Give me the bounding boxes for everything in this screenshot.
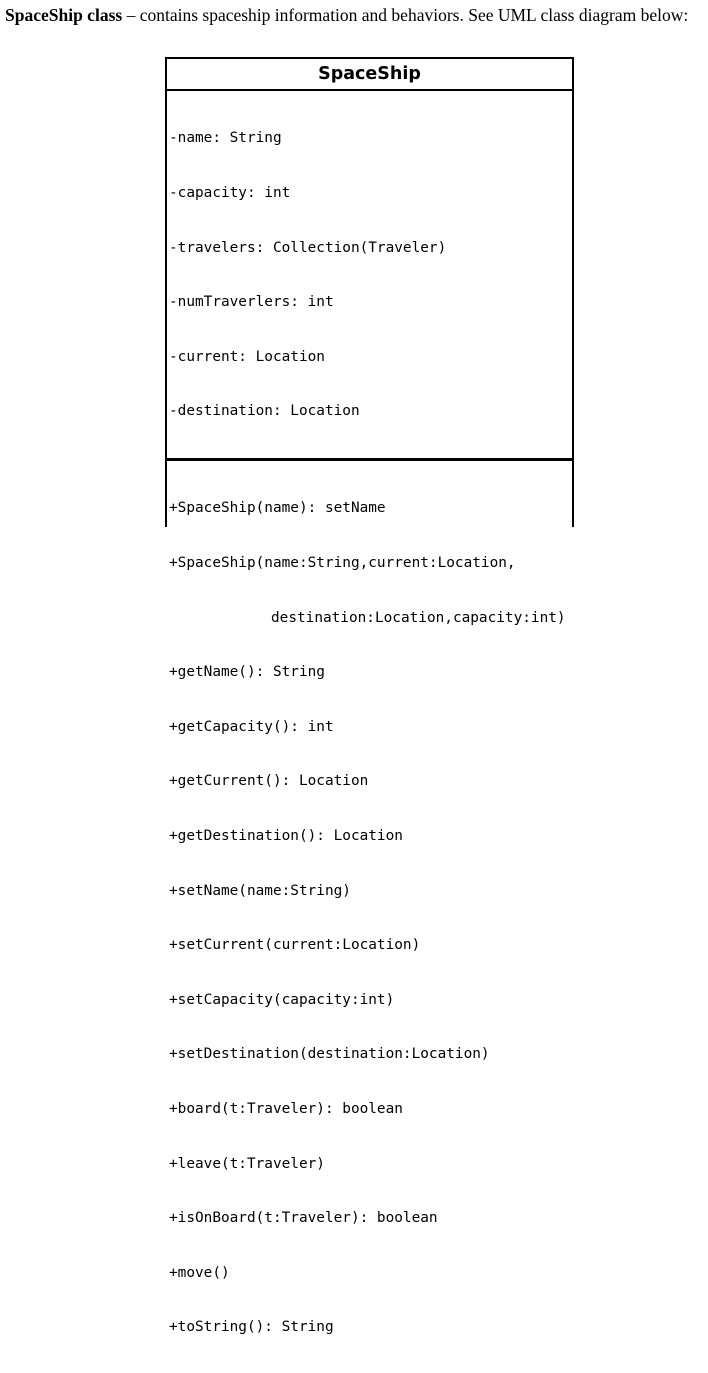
uml-attributes-section bbox=[167, 91, 572, 461]
uml-operation: +toString(): String bbox=[169, 1319, 334, 1336]
uml-operation: +getCapacity(): int bbox=[169, 718, 334, 735]
uml-operation: +setCurrent(current:Location) bbox=[169, 937, 421, 954]
uml-class-box bbox=[165, 57, 574, 1336]
intro-lead: SpaceShip class bbox=[5, 5, 123, 25]
uml-operations-section bbox=[167, 461, 572, 1373]
uml-operation: +SpaceShip(name:String,current:Location, bbox=[169, 554, 516, 571]
uml-attribute: -capacity: int bbox=[169, 185, 291, 201]
uml-operation: +setCapacity(capacity:int) bbox=[169, 991, 395, 1008]
uml-operation: +leave(t:Traveler) bbox=[169, 1155, 325, 1172]
uml-operation: +setName(name:String) bbox=[169, 882, 351, 899]
uml-operation: +getCurrent(): Location bbox=[169, 773, 369, 790]
uml-operation: +move() bbox=[169, 1264, 230, 1281]
uml-operation: +getDestination(): Location bbox=[169, 827, 403, 844]
uml-operation: +isOnBoard(t:Traveler): boolean bbox=[169, 1210, 438, 1227]
uml-attribute: -name: String bbox=[169, 130, 282, 147]
uml-class-name: SpaceShip bbox=[167, 59, 572, 91]
uml-operation: +getName(): String bbox=[169, 664, 325, 681]
uml-operation-continuation: destination:Location,capacity:int) bbox=[271, 609, 566, 626]
intro-paragraph bbox=[5, 5, 705, 25]
uml-attribute: -destination: Location bbox=[169, 403, 360, 420]
uml-operation: +setDestination(destination:Location) bbox=[169, 1046, 490, 1063]
uml-attribute: -travelers: Collection(Traveler) bbox=[169, 239, 447, 256]
uml-operation: +SpaceShip(name): setName bbox=[169, 500, 386, 517]
intro-text: – contains spaceship information and behaviors. See UML class diagram below: bbox=[122, 5, 689, 25]
uml-attribute: -numTraverlers: int bbox=[169, 294, 334, 311]
uml-attribute: -current: Location bbox=[169, 348, 325, 365]
uml-operation: +board(t:Traveler): boolean bbox=[169, 1100, 403, 1117]
